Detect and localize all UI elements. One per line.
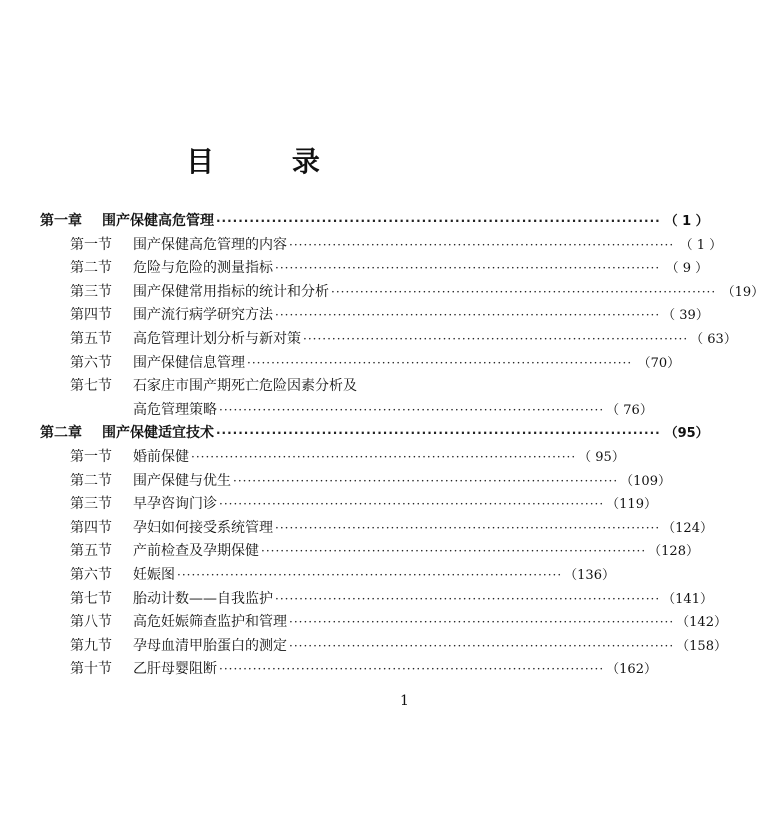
toc-chapter-row	[40, 422, 709, 446]
toc-entry-title: 围产保健高危管理	[102, 213, 214, 229]
toc-page-number: （ 76）	[606, 402, 653, 418]
toc-page-number: （ 39）	[662, 308, 709, 324]
toc-page-number: （95）	[664, 426, 709, 442]
toc-section-row	[40, 564, 615, 588]
toc-page-number: （ 63）	[690, 331, 737, 347]
dot-leader: ················································································	[303, 331, 689, 346]
dot-leader: ················································································	[219, 662, 605, 677]
toc-section-row	[40, 540, 699, 564]
toc-entry-title: 围产保健常用指标的统计和分析	[133, 283, 329, 300]
toc-page-number: （136）	[564, 567, 615, 583]
toc-entry-title: 胎动计数——自我监护	[133, 590, 273, 607]
dot-leader: ················································································	[177, 567, 563, 582]
toc-entry-label: 第六节	[70, 354, 112, 371]
toc-entry-label: 第十节	[70, 661, 112, 678]
toc-entry-label: 第九节	[70, 637, 112, 654]
toc-page-number: （ 1 ）	[679, 237, 723, 253]
toc-entry-title: 围产流行病学研究方法	[133, 307, 273, 324]
dot-leader: ················································································	[275, 520, 661, 535]
toc-section-row	[40, 257, 709, 281]
toc-section-row	[40, 611, 727, 635]
toc-section-row	[40, 304, 709, 328]
toc-entry-title: 婚前保健	[133, 448, 189, 465]
toc-entry-label: 第一节	[70, 448, 112, 465]
toc-page-number: （142）	[676, 615, 727, 631]
toc-entry-label: 第五节	[70, 543, 112, 560]
toc-section-row	[40, 328, 737, 352]
toc-entry-label: 第七节	[70, 590, 112, 607]
dot-leader: ················································································	[331, 284, 717, 299]
toc-entry-label: 第三节	[70, 283, 112, 300]
dot-leader: ················································································	[219, 497, 605, 512]
toc-entry-label: 第四节	[70, 519, 112, 536]
page-title: 目 录	[186, 145, 354, 178]
dot-leader: ················································································	[216, 426, 661, 441]
toc-section-row	[40, 517, 713, 541]
toc-entry-title: 危险与危险的测量指标	[133, 260, 273, 277]
toc-entry-label: 第一节	[70, 236, 112, 253]
toc-page-number: （162）	[606, 662, 657, 678]
toc-section-row	[40, 234, 723, 258]
toc-entry-label: 第三节	[70, 496, 112, 513]
toc-page-number: （ 9 ）	[665, 261, 709, 277]
dot-leader: ················································································	[191, 449, 577, 464]
dot-leader: ················································································	[261, 544, 647, 559]
toc-page-number: （70）	[637, 355, 681, 371]
toc-section-row	[40, 352, 681, 376]
toc-page-number: （ 1 ）	[664, 214, 709, 229]
toc-section-row	[40, 446, 625, 470]
toc-entry-label: 第二节	[70, 472, 112, 489]
toc-entry-title: 孕妇如何接受系统管理	[133, 519, 273, 536]
dot-leader: ················································································	[275, 591, 661, 606]
toc-page-number: （124）	[662, 520, 713, 536]
toc-page-number: （ 95）	[578, 449, 625, 465]
toc-entry-title: 石家庄市围产期死亡危险因素分析及	[133, 378, 357, 395]
toc-page-number: （158）	[676, 638, 727, 654]
toc-section-row	[40, 635, 727, 659]
dot-leader: ················································································	[233, 473, 619, 488]
toc-entry-title: 孕母血清甲胎蛋白的测定	[133, 637, 287, 654]
toc-chapter-row	[40, 210, 709, 234]
dot-leader: ················································································	[247, 355, 633, 370]
toc-entry-label: 第七节	[70, 378, 112, 395]
toc-entry-title: 高危妊娠筛查监护和管理	[133, 614, 287, 631]
toc-section-row	[40, 399, 653, 423]
toc-entry-title: 围产保健与优生	[133, 472, 231, 489]
page-number: 1	[400, 693, 409, 709]
toc-entry-title: 乙肝母婴阻断	[133, 661, 217, 678]
toc-entry-label: 第五节	[70, 330, 112, 347]
toc-entry-title: 围产保健高危管理的内容	[133, 236, 287, 253]
table-of-contents	[40, 210, 764, 682]
dot-leader: ················································································	[216, 214, 661, 228]
toc-entry-label: 第二节	[70, 260, 112, 277]
toc-entry-title: 围产保健信息管理	[133, 354, 245, 371]
toc-entry-label: 第八节	[70, 614, 112, 631]
toc-entry-title: 妊娠图	[133, 566, 175, 583]
dot-leader: ················································································	[289, 638, 675, 653]
toc-entry-title: 高危管理计划分析与新对策	[133, 330, 301, 347]
toc-entry-label: 第一章	[40, 213, 82, 229]
toc-section-row	[40, 470, 671, 494]
toc-entry-label: 第二章	[40, 425, 82, 442]
toc-entry-title: 产前检查及孕期保健	[133, 543, 259, 560]
toc-section-row	[40, 281, 764, 305]
toc-entry-label: 第六节	[70, 566, 112, 583]
toc-page-number: （141）	[662, 591, 713, 607]
toc-entry-label: 第四节	[70, 307, 112, 324]
toc-entry-title: 早孕咨询门诊	[133, 496, 217, 513]
dot-leader: ················································································	[289, 237, 675, 252]
toc-page-number: （128）	[648, 544, 699, 560]
toc-section-row	[40, 375, 435, 399]
dot-leader: ················································································	[219, 402, 605, 417]
toc-section-row	[40, 658, 657, 682]
toc-section-row	[40, 588, 713, 612]
dot-leader: ················································································	[275, 308, 661, 323]
toc-page-number: （119）	[606, 497, 657, 513]
dot-leader: ················································································	[275, 261, 661, 276]
toc-page-number: （19）	[721, 284, 764, 300]
dot-leader: ················································································	[289, 615, 675, 630]
toc-entry-title: 高危管理策略	[133, 401, 217, 418]
toc-entry-title: 围产保健适宜技术	[102, 425, 214, 442]
toc-section-row	[40, 493, 657, 517]
toc-page-number: （109）	[620, 473, 671, 489]
